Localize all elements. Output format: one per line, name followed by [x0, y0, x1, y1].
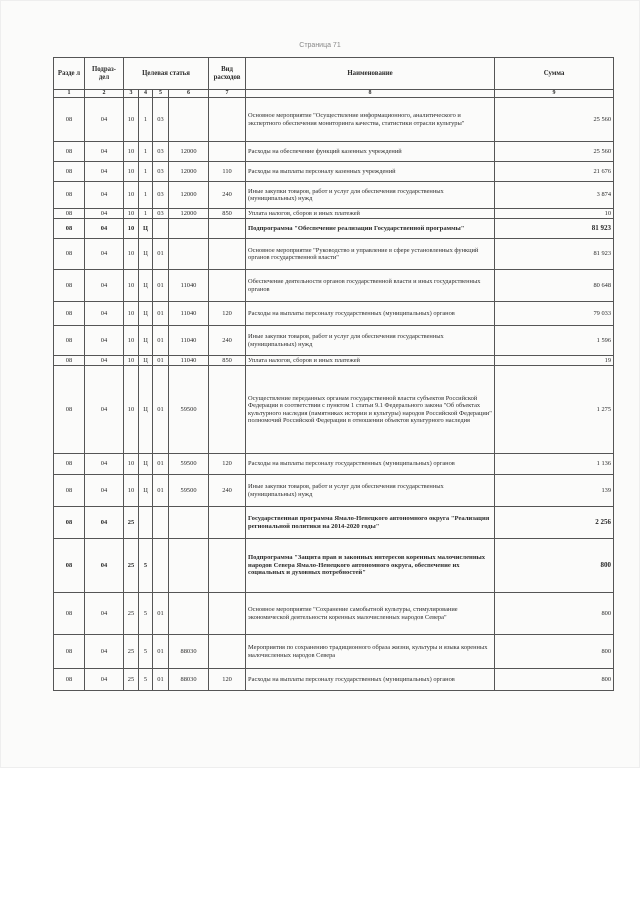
podrazdel-cell: 04: [85, 635, 124, 669]
naimenovanie-cell: Расходы на выплаты персоналу государственных (муниципальных) органов: [246, 454, 495, 475]
program-cell: 25: [124, 635, 139, 669]
summa-cell: 139: [495, 475, 614, 507]
table-row: [54, 302, 614, 326]
summa-cell: 25 560: [495, 98, 614, 142]
direction-cell: 11040: [169, 270, 209, 302]
vid-rashodov-cell: 850: [209, 209, 246, 219]
vid-rashodov-cell: 850: [209, 356, 246, 366]
program-cell: 10: [124, 98, 139, 142]
razdel-cell: 08: [54, 98, 85, 142]
program-cell: 10: [124, 326, 139, 356]
program-cell: 10: [124, 239, 139, 270]
razdel-cell: 08: [54, 302, 85, 326]
event-cell: 01: [153, 475, 169, 507]
direction-cell: [169, 593, 209, 635]
program-cell: 10: [124, 454, 139, 475]
table-row: [54, 593, 614, 635]
direction-cell: 12000: [169, 142, 209, 162]
podrazdel-cell: 04: [85, 593, 124, 635]
naimenovanie-cell: Иные закупки товаров, работ и услуг для обеспечения государственных (муниципальных) нужд: [246, 326, 495, 356]
direction-cell: 12000: [169, 182, 209, 209]
subprogram-cell: Ц: [139, 356, 153, 366]
razdel-cell: 08: [54, 142, 85, 162]
naimenovanie-cell: Подпрограмма "Защита прав и законных интересов коренных малочисленных народов Севера Ямало-Ненецкого автономного округа, обеспечение их социальных и духовных потребностей": [246, 539, 495, 593]
naimenovanie-cell: Расходы на выплаты персоналу государственных (муниципальных) органов: [246, 302, 495, 326]
table-row: [54, 669, 614, 691]
event-cell: 01: [153, 454, 169, 475]
table-row: [54, 475, 614, 507]
summa-cell: 800: [495, 593, 614, 635]
event-cell: 01: [153, 669, 169, 691]
subprogram-cell: 5: [139, 539, 153, 593]
naimenovanie-cell: Основное мероприятие "Сохранение самобытной культуры, стимулирование экономической деятельности коренных малочисленных народов Севера": [246, 593, 495, 635]
vid-rashodov-cell: 120: [209, 454, 246, 475]
direction-cell: [169, 239, 209, 270]
direction-cell: [169, 507, 209, 539]
event-cell: 01: [153, 366, 169, 454]
podrazdel-cell: 04: [85, 356, 124, 366]
table-row: [54, 98, 614, 142]
summa-cell: 81 923: [495, 239, 614, 270]
header-vid-rashodov: Вид расходов: [209, 58, 246, 90]
event-cell: 01: [153, 270, 169, 302]
subprogram-cell: Ц: [139, 454, 153, 475]
column-number: 4: [139, 90, 153, 98]
blank-margin: [0, 768, 640, 905]
event-cell: 01: [153, 635, 169, 669]
naimenovanie-cell: Расходы на выплаты персоналу казенных учреждений: [246, 162, 495, 182]
subprogram-cell: Ц: [139, 239, 153, 270]
razdel-cell: 08: [54, 539, 85, 593]
event-cell: 03: [153, 209, 169, 219]
program-cell: 25: [124, 539, 139, 593]
podrazdel-cell: 04: [85, 669, 124, 691]
vid-rashodov-cell: 120: [209, 669, 246, 691]
podrazdel-cell: 04: [85, 539, 124, 593]
column-number: 7: [209, 90, 246, 98]
program-cell: 10: [124, 475, 139, 507]
razdel-cell: 08: [54, 162, 85, 182]
subprogram-cell: 1: [139, 98, 153, 142]
table-row: [54, 326, 614, 356]
vid-rashodov-cell: 110: [209, 162, 246, 182]
summa-cell: 800: [495, 669, 614, 691]
subprogram-cell: 5: [139, 669, 153, 691]
subprogram-cell: 1: [139, 142, 153, 162]
podrazdel-cell: 04: [85, 162, 124, 182]
naimenovanie-cell: Иные закупки товаров, работ и услуг для обеспечения государственных (муниципальных) нужд: [246, 475, 495, 507]
subprogram-cell: 5: [139, 635, 153, 669]
naimenovanie-cell: Подпрограмма "Обеспечение реализации Государственной программы": [246, 219, 495, 239]
table-row: [54, 162, 614, 182]
table-row: [54, 142, 614, 162]
subprogram-cell: 5: [139, 593, 153, 635]
podrazdel-cell: 04: [85, 475, 124, 507]
subprogram-cell: [139, 507, 153, 539]
podrazdel-cell: 04: [85, 98, 124, 142]
direction-cell: 12000: [169, 162, 209, 182]
table-row: [54, 182, 614, 209]
event-cell: [153, 539, 169, 593]
razdel-cell: 08: [54, 366, 85, 454]
program-cell: 10: [124, 219, 139, 239]
razdel-cell: 08: [54, 507, 85, 539]
table-row: [54, 507, 614, 539]
table-row: [54, 356, 614, 366]
program-cell: 25: [124, 593, 139, 635]
direction-cell: 11040: [169, 356, 209, 366]
summa-cell: 10: [495, 209, 614, 219]
summa-cell: 800: [495, 635, 614, 669]
vid-rashodov-cell: [209, 270, 246, 302]
direction-cell: 11040: [169, 302, 209, 326]
summa-cell: 800: [495, 539, 614, 593]
podrazdel-cell: 04: [85, 270, 124, 302]
column-number: 5: [153, 90, 169, 98]
direction-cell: 59500: [169, 454, 209, 475]
summa-cell: 25 560: [495, 142, 614, 162]
table-row: [54, 454, 614, 475]
event-cell: 03: [153, 98, 169, 142]
event-cell: 01: [153, 239, 169, 270]
razdel-cell: 08: [54, 635, 85, 669]
razdel-cell: 08: [54, 454, 85, 475]
razdel-cell: 08: [54, 593, 85, 635]
direction-cell: 11040: [169, 326, 209, 356]
subprogram-cell: 1: [139, 162, 153, 182]
razdel-cell: 08: [54, 270, 85, 302]
razdel-cell: 08: [54, 326, 85, 356]
program-cell: 10: [124, 356, 139, 366]
razdel-cell: 08: [54, 669, 85, 691]
column-number: 8: [246, 90, 495, 98]
podrazdel-cell: 04: [85, 219, 124, 239]
program-cell: 10: [124, 142, 139, 162]
naimenovanie-cell: Основное мероприятие "Руководство и управление в сфере установленных функций органов государственной власти": [246, 239, 495, 270]
naimenovanie-cell: Обеспечение деятельности органов государственной власти и иных государственных органов: [246, 270, 495, 302]
table-row: [54, 635, 614, 669]
event-cell: 03: [153, 142, 169, 162]
razdel-cell: 08: [54, 239, 85, 270]
vid-rashodov-cell: 120: [209, 302, 246, 326]
summa-cell: 3 874: [495, 182, 614, 209]
header-razdel: Разде л: [54, 58, 85, 90]
summa-cell: 79 033: [495, 302, 614, 326]
podrazdel-cell: 04: [85, 454, 124, 475]
summa-cell: 81 923: [495, 219, 614, 239]
event-cell: [153, 507, 169, 539]
program-cell: 10: [124, 302, 139, 326]
program-cell: 10: [124, 209, 139, 219]
header-naimenovanie: Наименование: [246, 58, 495, 90]
subprogram-cell: Ц: [139, 475, 153, 507]
subprogram-cell: 1: [139, 182, 153, 209]
vid-rashodov-cell: [209, 507, 246, 539]
direction-cell: [169, 98, 209, 142]
budget-table: [53, 57, 614, 691]
table-row: [54, 366, 614, 454]
podrazdel-cell: 04: [85, 366, 124, 454]
table-row: [54, 219, 614, 239]
naimenovanie-cell: Осуществление переданных органам государственной власти субъектов Российской Федерации в соответствии с пунктом 1 статьи 9.1 Федерального закона "Об объектах культурного наследия (памятниках истории и культуры) народов Российской Федерации" полномочий Российской Федерации в отношении объектов культурного наследия: [246, 366, 495, 454]
podrazdel-cell: 04: [85, 239, 124, 270]
column-number: 6: [169, 90, 209, 98]
razdel-cell: 08: [54, 356, 85, 366]
table-body: [54, 98, 614, 691]
podrazdel-cell: 04: [85, 209, 124, 219]
summa-cell: 1 136: [495, 454, 614, 475]
event-cell: 01: [153, 302, 169, 326]
column-number: 3: [124, 90, 139, 98]
direction-cell: 59500: [169, 475, 209, 507]
event-cell: 01: [153, 593, 169, 635]
razdel-cell: 08: [54, 219, 85, 239]
summa-cell: 1 596: [495, 326, 614, 356]
column-number: 2: [85, 90, 124, 98]
program-cell: 10: [124, 162, 139, 182]
naimenovanie-cell: Уплата налогов, сборов и иных платежей: [246, 209, 495, 219]
vid-rashodov-cell: 240: [209, 326, 246, 356]
summa-cell: 19: [495, 356, 614, 366]
naimenovanie-cell: Расходы на обеспечение функций казенных учреждений: [246, 142, 495, 162]
vid-rashodov-cell: 240: [209, 182, 246, 209]
vid-rashodov-cell: [209, 142, 246, 162]
razdel-cell: 08: [54, 209, 85, 219]
subprogram-cell: 1: [139, 209, 153, 219]
razdel-cell: 08: [54, 475, 85, 507]
podrazdel-cell: 04: [85, 182, 124, 209]
direction-cell: [169, 219, 209, 239]
vid-rashodov-cell: [209, 593, 246, 635]
event-cell: 01: [153, 356, 169, 366]
direction-cell: [169, 539, 209, 593]
naimenovanie-cell: Государственная программа Ямало-Ненецкого автономного округа "Реализация региональной политики на 2014-2020 годы": [246, 507, 495, 539]
subprogram-cell: Ц: [139, 302, 153, 326]
event-cell: 03: [153, 182, 169, 209]
subprogram-cell: Ц: [139, 326, 153, 356]
vid-rashodov-cell: [209, 635, 246, 669]
event-cell: [153, 219, 169, 239]
program-cell: 10: [124, 270, 139, 302]
podrazdel-cell: 04: [85, 142, 124, 162]
naimenovanie-cell: Основное мероприятие "Осуществление информационного, аналитического и экспертного обеспечения мониторинга качества, статистики отрасли культуры": [246, 98, 495, 142]
subprogram-cell: Ц: [139, 366, 153, 454]
column-number: 9: [495, 90, 614, 98]
table-row: [54, 539, 614, 593]
naimenovanie-cell: Иные закупки товаров, работ и услуг для обеспечения государственных (муниципальных) нужд: [246, 182, 495, 209]
column-number-row: [54, 90, 614, 98]
vid-rashodov-cell: [209, 539, 246, 593]
summa-cell: 1 275: [495, 366, 614, 454]
program-cell: 25: [124, 507, 139, 539]
subprogram-cell: Ц: [139, 270, 153, 302]
podrazdel-cell: 04: [85, 302, 124, 326]
program-cell: 10: [124, 182, 139, 209]
table-row: [54, 209, 614, 219]
vid-rashodov-cell: [209, 366, 246, 454]
naimenovanie-cell: Мероприятия по сохранению традиционного образа жизни, культуры и языка коренных малочисленных народов Севера: [246, 635, 495, 669]
vid-rashodov-cell: [209, 219, 246, 239]
table-header-row: [54, 58, 614, 90]
header-summa: Сумма: [495, 58, 614, 90]
program-cell: 25: [124, 669, 139, 691]
vid-rashodov-cell: 240: [209, 475, 246, 507]
table-row: [54, 270, 614, 302]
program-cell: 10: [124, 366, 139, 454]
column-number: 1: [54, 90, 85, 98]
direction-cell: 12000: [169, 209, 209, 219]
direction-cell: 88030: [169, 669, 209, 691]
header-podrazdel: Подраз- дел: [85, 58, 124, 90]
vid-rashodov-cell: [209, 239, 246, 270]
event-cell: 03: [153, 162, 169, 182]
summa-cell: 21 676: [495, 162, 614, 182]
razdel-cell: 08: [54, 182, 85, 209]
direction-cell: 59500: [169, 366, 209, 454]
naimenovanie-cell: Уплата налогов, сборов и иных платежей: [246, 356, 495, 366]
page-number-header: Страница 71: [299, 42, 341, 49]
naimenovanie-cell: Расходы на выплаты персоналу государственных (муниципальных) органов: [246, 669, 495, 691]
vid-rashodov-cell: [209, 98, 246, 142]
header-celevaya-statya: Целевая статья: [124, 58, 209, 90]
subprogram-cell: Ц: [139, 219, 153, 239]
podrazdel-cell: 04: [85, 326, 124, 356]
summa-cell: 2 256: [495, 507, 614, 539]
direction-cell: 88030: [169, 635, 209, 669]
podrazdel-cell: 04: [85, 507, 124, 539]
event-cell: 01: [153, 326, 169, 356]
summa-cell: 80 648: [495, 270, 614, 302]
table-row: [54, 239, 614, 270]
